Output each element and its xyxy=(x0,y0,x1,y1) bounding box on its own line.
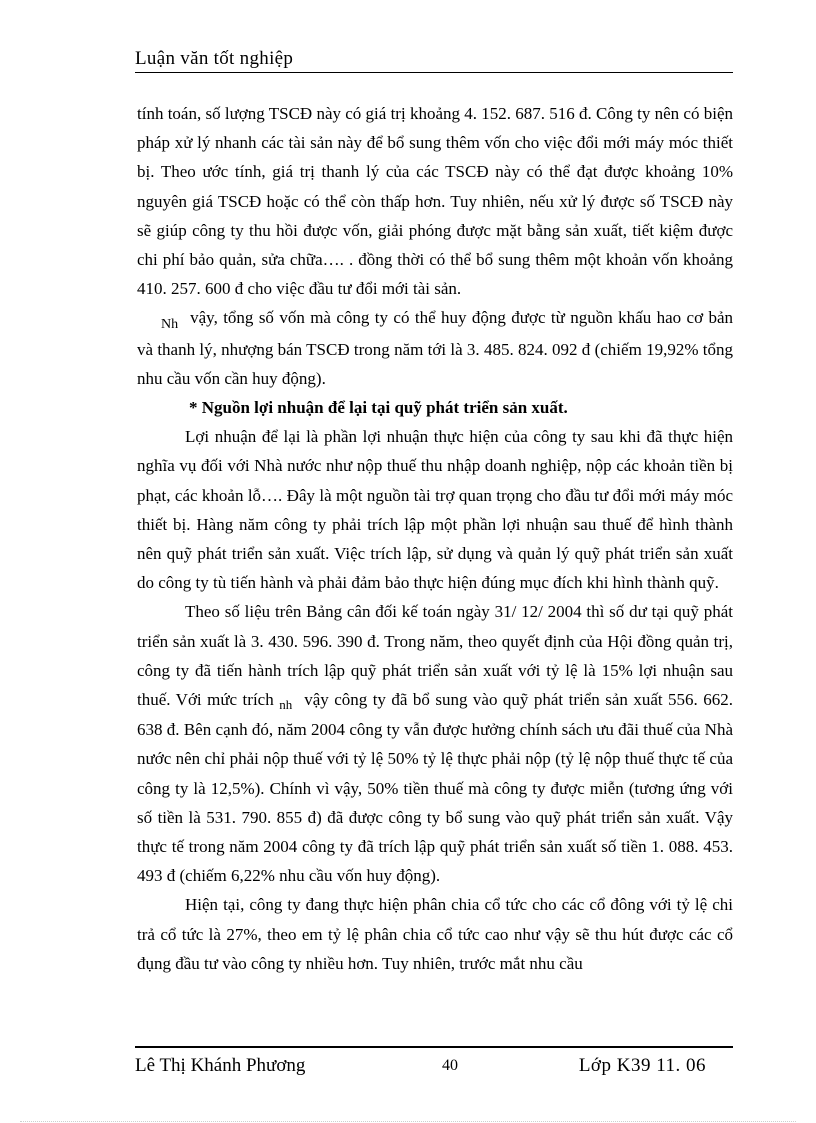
paragraph-development-fund xyxy=(137,597,733,890)
page-footer xyxy=(135,1046,733,1080)
paragraph-total-capital-fragment: Nh xyxy=(161,317,179,333)
paragraph-liquidation: tính toán, số lượng TSCĐ này có giá trị khoảng 4. 152. 687. 516 đ. Công ty nên có biện pháp xử lý nhanh các tài sản này để bổ sung thêm vốn cho việc đổi mới máy móc thiết bị. Theo ước tính, giá trị thanh lý của các TSCĐ này có thể đạt được khoảng 10% nguyên giá TSCĐ hoặc có thể còn thấp hơn. Tuy nhiên, nếu xử lý được số TSCĐ này sẽ giúp công ty thu hồi được vốn, giải phóng được mặt bằng sản xuất, tiết kiệm được chi phí bảo quản, sửa chữa…. . đồng thời có thể bổ sung thêm một khoản vốn khoảng 410. 257. 600 đ cho việc đầu tư đổi mới tài sản. xyxy=(137,104,733,299)
page-edge-divider xyxy=(20,1121,796,1122)
header-title: Luận văn tốt nghiệp xyxy=(135,48,294,69)
footer-author: Lê Thị Khánh Phương xyxy=(135,1055,306,1076)
page-number: 40 xyxy=(442,1057,458,1074)
page-header xyxy=(135,44,733,73)
footer-class-label: Lớp K39 11. 06 xyxy=(578,1055,706,1076)
paragraph-dividends: Hiện tại, công ty đang thực hiện phân chia cổ tức cho các cổ đông với tỷ lệ chi trả cổ tức là 27%, theo em tỷ lệ phân chia cổ tức cao như vậy sẽ thu hút được các cổ đụng đầu tư vào công ty nhiều hơn. Tuy nhiên, trước mắt nhu cầu xyxy=(137,895,733,973)
paragraph-development-fund-part2: vậy công ty đã bổ sung vào quỹ phát triển sản xuất 556. 662. 638 đ. Bên cạnh đó, năm 2004 công ty vẫn được hưởng chính sách ưu đãi thuế của Nhà nước nên chỉ phải nộp thuế với tỷ lệ 50% tỷ lệ thực phải nộp (tỷ lệ nộp thuế thực tế của công ty là 12,5%). Chính vì vậy, 50% tiền thuế mà công ty được miễn (tương ứng với số tiền là 531. 790. 855 đ) đã được công ty bổ sung vào quỹ phát triển sản xuất. Vậy thực tế trong năm 2004 công ty đã trích lập quỹ phát triển sản xuất số tiền 1. 088. 453. 493 đ (chiếm 6,22% nhu cầu vốn huy động). xyxy=(137,690,734,886)
document-body xyxy=(137,99,733,978)
paragraph-total-capital-text: vậy, tổng số vốn mà công ty có thể huy động được từ nguồn khấu hao cơ bản và thanh lý, nhượng bán TSCĐ trong năm tới là 3. 485. 824. 092 đ (chiếm 19,92% tổng nhu cầu vốn cần huy động). xyxy=(137,308,733,388)
paragraph-development-fund-part1: Theo số liệu trên Bảng cân đối kế toán ngày 31/ 12/ 2004 thì số dư tại quỹ phát triển sản xuất là 3. 430. 596. 390 đ. Trong năm, theo quyết định của Hội đồng quản trị, công ty đã tiến hành trích lập quỹ phát triển sản xuất với tỷ lệ là 15% lợi nhuận sau thuế. Với mức trích xyxy=(137,602,733,710)
paragraph-development-fund-fragment: nh xyxy=(279,697,293,713)
section-heading: * Nguồn lợi nhuận để lại tại quỹ phát triển sản xuất. xyxy=(189,398,568,418)
paragraph-retained-profit: Lợi nhuận để lại là phần lợi nhuận thực hiện của công ty sau khi đã thực hiện nghĩa vụ đối với Nhà nước như nộp thuế thu nhập doanh nghiệp, nộp các khoản tiền bị phạt, các khoản lỗ…. Đây là một nguồn tài trợ quan trọng cho đầu tư đổi mới máy móc thiết bị. Hàng năm công ty phải trích lập một phần lợi nhuận sau thuế để hình thành nên quỹ phát triển sản xuất. Việc trích lập, sử dụng và quản lý quỹ phát triển sản xuất do công ty tù tiến hành và phải đảm bảo thực hiện đúng mục đích khi hình thành quỹ. xyxy=(137,427,733,593)
paragraph-total-capital xyxy=(137,303,733,393)
